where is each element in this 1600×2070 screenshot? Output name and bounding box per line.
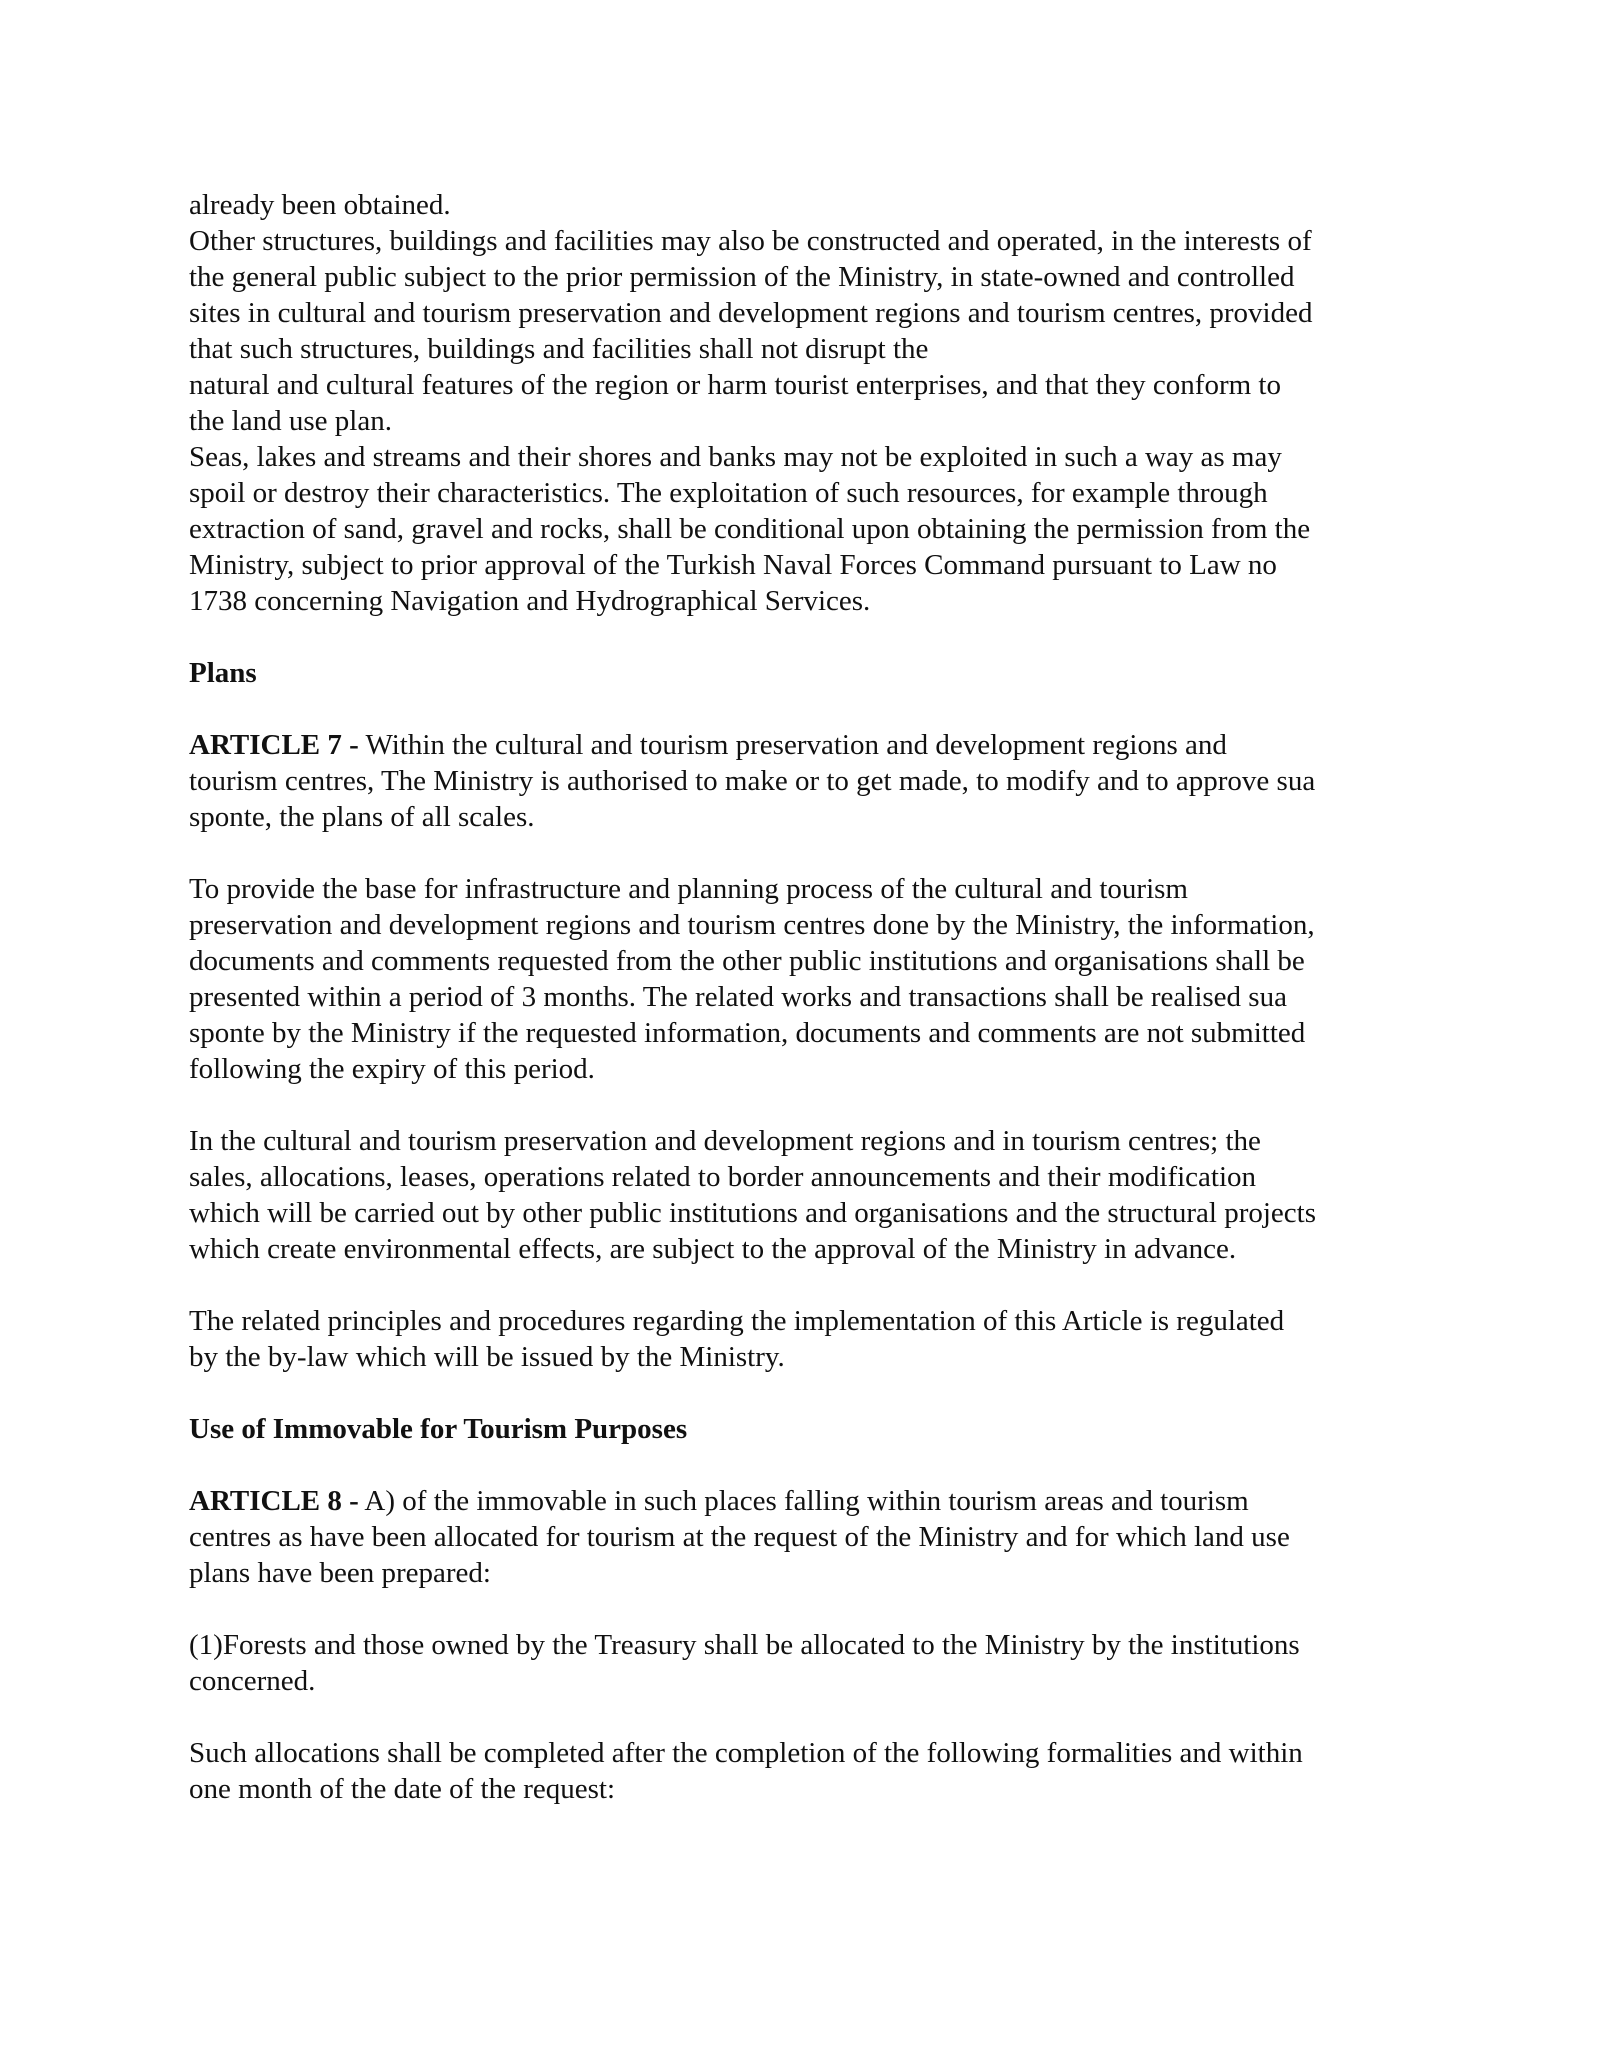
spacer <box>189 1375 1429 1411</box>
text-line: Other structures, buildings and facilities may also be constructed and operated, in the interests of <box>189 225 1312 257</box>
spacer <box>189 1267 1429 1303</box>
intro-paragraph <box>189 187 1429 619</box>
spacer <box>189 619 1429 655</box>
allocations-paragraph <box>189 1735 1429 1807</box>
article-8-label: ARTICLE 8 - <box>189 1485 359 1517</box>
sales-paragraph <box>189 1123 1429 1267</box>
text-line: sponte, the plans of all scales. <box>189 801 535 833</box>
text-line: natural and cultural features of the region or harm tourist enterprises, and that they conform to <box>189 369 1281 401</box>
text-line: Seas, lakes and streams and their shores and banks may not be exploited in such a way as may <box>189 441 1282 473</box>
spacer <box>189 1699 1429 1735</box>
forests-paragraph <box>189 1627 1429 1699</box>
text-line: concerned. <box>189 1665 316 1697</box>
section-heading-immovable: Use of Immovable for Tourism Purposes <box>189 1413 688 1445</box>
text-line: (1)Forests and those owned by the Treasury shall be allocated to the Ministry by the institutions <box>189 1629 1300 1661</box>
spacer <box>189 1087 1429 1123</box>
text-line: extraction of sand, gravel and rocks, shall be conditional upon obtaining the permission from the <box>189 513 1311 545</box>
text-line: preservation and development regions and tourism centres done by the Ministry, the information, <box>189 909 1315 941</box>
text-line: by the by-law which will be issued by the Ministry. <box>189 1341 785 1373</box>
text-line: sales, allocations, leases, operations related to border announcements and their modification <box>189 1161 1257 1193</box>
text-line <box>189 727 1429 763</box>
infrastructure-paragraph <box>189 871 1429 1087</box>
text-line: Such allocations shall be completed after the completion of the following formalities and within <box>189 1737 1303 1769</box>
spacer <box>189 1591 1429 1627</box>
text-line: plans have been prepared: <box>189 1557 491 1589</box>
text-line: tourism centres, The Ministry is authorised to make or to get made, to modify and to approve sua <box>189 765 1316 797</box>
text-line: Ministry, subject to prior approval of the Turkish Naval Forces Command pursuant to Law no <box>189 549 1277 581</box>
text-line: already been obtained. <box>189 189 451 221</box>
text-line: spoil or destroy their characteristics. The exploitation of such resources, for example through <box>189 477 1268 509</box>
document-page <box>189 187 1429 1807</box>
text-line: To provide the base for infrastructure and planning process of the cultural and tourism <box>189 873 1188 905</box>
text-line: one month of the date of the request: <box>189 1773 616 1805</box>
text-line: that such structures, buildings and facilities shall not disrupt the <box>189 333 929 365</box>
text-line: sponte by the Ministry if the requested information, documents and comments are not submitted <box>189 1017 1306 1049</box>
article-8-paragraph <box>189 1483 1429 1591</box>
text-line: following the expiry of this period. <box>189 1053 595 1085</box>
text-line: which will be carried out by other public institutions and organisations and the structural projects <box>189 1197 1316 1229</box>
text-line: centres as have been allocated for tourism at the request of the Ministry and for which land use <box>189 1521 1290 1553</box>
text-line: In the cultural and tourism preservation and development regions and in tourism centres; the <box>189 1125 1261 1157</box>
text-line: documents and comments requested from the other public institutions and organisations shall be <box>189 945 1305 977</box>
spacer <box>189 835 1429 871</box>
text-line: sites in cultural and tourism preservation and development regions and tourism centres, provided <box>189 297 1313 329</box>
text-line: which create environmental effects, are subject to the approval of the Ministry in advance. <box>189 1233 1237 1265</box>
section-heading-plans: Plans <box>189 657 257 689</box>
text-line <box>189 1483 1429 1519</box>
article-7-text: Within the cultural and tourism preservation and development regions and <box>358 729 1227 761</box>
text-line: presented within a period of 3 months. The related works and transactions shall be realised sua <box>189 981 1287 1013</box>
spacer <box>189 691 1429 727</box>
text-line: 1738 concerning Navigation and Hydrographical Services. <box>189 585 871 617</box>
text-line: The related principles and procedures regarding the implementation of this Article is regulated <box>189 1305 1285 1337</box>
spacer <box>189 1447 1429 1483</box>
principles-paragraph <box>189 1303 1429 1375</box>
text-line: the general public subject to the prior permission of the Ministry, in state-owned and controlled <box>189 261 1295 293</box>
article-8-text: A) of the immovable in such places falling within tourism areas and tourism <box>358 1485 1249 1517</box>
article-7-paragraph <box>189 727 1429 835</box>
text-line: the land use plan. <box>189 405 392 437</box>
article-7-label: ARTICLE 7 - <box>189 729 359 761</box>
